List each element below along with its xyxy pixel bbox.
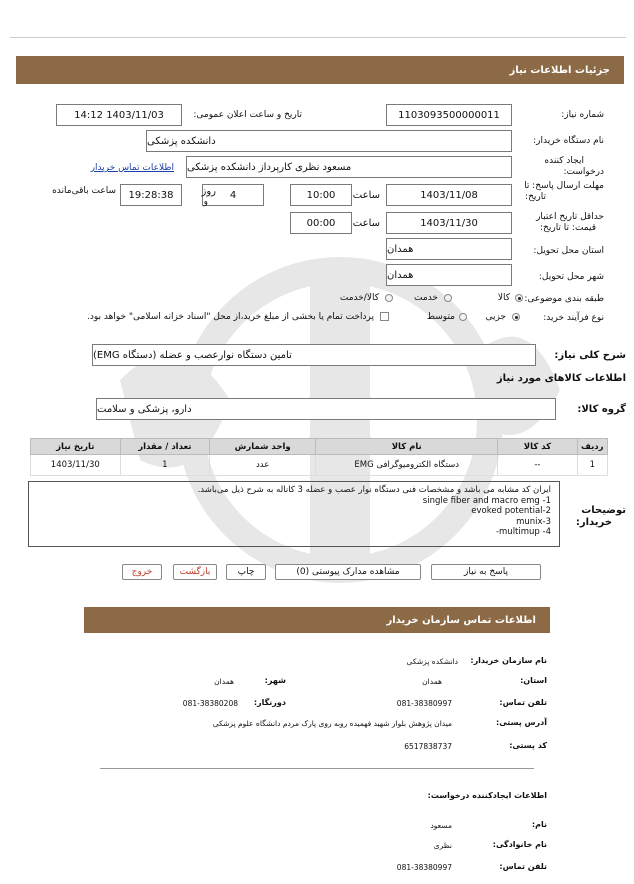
creator-name-value: مسعود <box>430 821 452 830</box>
reply-button[interactable]: پاسخ به نیاز <box>431 564 541 580</box>
announce-label: تاریخ و ساعت اعلان عمومی: <box>193 110 302 120</box>
panel-title: جزئیات اطلاعات نیاز <box>509 64 610 76</box>
validity-label-2: قیمت: تا تاریخ: <box>540 223 596 233</box>
description-line: ایران کد مشابه می باشد و مشخصات فنی دستگاه نوار عصب و عضله 3 کاناله به شرح ذیل می‌باشد. <box>197 485 551 495</box>
announce-field: 1403/11/03 14:12 <box>56 104 182 126</box>
and-label: و <box>203 197 208 207</box>
process-radio-partial[interactable] <box>512 313 520 321</box>
cell-code: -- <box>498 455 577 476</box>
creator-name-label: نام: <box>531 820 547 829</box>
creator-label-2: درخواست: <box>563 167 604 177</box>
postal-label: کد پستی: <box>509 741 547 750</box>
group-label: گروه کالا: <box>577 404 626 415</box>
description-box <box>28 481 560 547</box>
days-label: روز <box>201 186 216 197</box>
deadline-date-field: 1403/11/08 <box>386 184 512 206</box>
description-line: single fiber and macro emg -1 <box>422 495 551 506</box>
need-number-field: 1103093500000011 <box>386 104 512 126</box>
cell-row: 1 <box>577 455 607 476</box>
org-value: دانشکده پزشکی <box>406 657 458 666</box>
creator-label-1: ایجاد کننده <box>544 156 584 166</box>
remaining-time-field: 19:28:38 <box>120 184 182 206</box>
province-field: همدان <box>386 238 512 260</box>
address-value: میدان پژوهش بلوار شهید فهمیده روبه روی پارک مردم دانشگاه علوم پزشکی <box>212 719 452 728</box>
province-label: استان محل تحویل: <box>533 246 604 256</box>
creator-field: مسعود نظری کارپرداز دانشکده پزشکی <box>186 156 512 178</box>
process-radio-medium[interactable] <box>459 313 467 321</box>
org-label: نام سازمان خریدار: <box>470 656 547 665</box>
col-name: نام کالا <box>316 439 498 455</box>
goods-heading: اطلاعات کالاهای مورد نیاز <box>496 373 626 384</box>
creator-heading: اطلاعات ایجادکننده درخواست: <box>427 791 547 800</box>
col-date: تاریخ نیاز <box>31 439 121 455</box>
category-radio-goods[interactable] <box>515 294 523 302</box>
description-label-2: خریدار: <box>575 517 612 528</box>
treasury-checkbox[interactable] <box>380 312 389 321</box>
postal-value: 6517838737 <box>404 742 452 751</box>
process-label: نوع فرآیند خرید: <box>543 313 604 323</box>
top-rule <box>10 37 626 38</box>
watermark-logo <box>60 230 620 610</box>
validity-time-field: 00:00 <box>290 212 352 234</box>
items-table <box>30 438 608 476</box>
city-label: شهر محل تحویل: <box>538 272 604 282</box>
col-code: کد کالا <box>498 439 577 455</box>
creator-family-label: نام خانوادگی: <box>492 840 547 849</box>
category-option-goods: کالا <box>497 293 510 303</box>
description-label-1: توضیحات <box>581 505 626 516</box>
category-label: طبقه بندی موضوعی: <box>524 294 604 304</box>
city-field: همدان <box>386 264 512 286</box>
buyer-field: دانشکده پزشکی <box>146 130 512 152</box>
summary-label: شرح کلی نیاز: <box>554 350 626 361</box>
summary-field: تامین دستگاه نوارعصب و عضله (دستگاه EMG) <box>92 344 536 366</box>
deadline-time-label: ساعت <box>352 190 380 201</box>
fax-label: دورنگار: <box>253 698 286 707</box>
category-radio-both[interactable] <box>385 294 393 302</box>
creator-phone-label: تلفن تماس: <box>499 862 547 871</box>
print-button[interactable]: چاپ <box>226 564 266 580</box>
col-row: ردیف <box>577 439 607 455</box>
need-number-label: شماره نیاز: <box>561 110 604 120</box>
days-field: 4 <box>202 184 264 206</box>
remaining-label: ساعت باقی‌مانده <box>52 186 116 196</box>
cell-unit: عدد <box>210 455 316 476</box>
exit-button[interactable]: خروج <box>122 564 162 580</box>
back-button[interactable]: بازگشت <box>173 564 217 580</box>
buyer-contact-link[interactable]: اطلاعات تماس خریدار <box>90 163 174 173</box>
cell-date: 1403/11/30 <box>31 455 121 476</box>
buyer-label: نام دستگاه خریدار: <box>533 136 604 146</box>
panel-header <box>16 56 624 84</box>
contact-province-value: همدان <box>422 677 442 686</box>
group-field: دارو، پزشکی و سلامت <box>96 398 556 420</box>
contact-city-value: همدان <box>214 677 234 686</box>
description-line: munix-3 <box>516 516 551 527</box>
contact-title: اطلاعات تماس سازمان خریدار <box>386 614 536 626</box>
table-header-row <box>31 439 608 455</box>
col-unit: واحد شمارش <box>210 439 316 455</box>
view-docs-button[interactable]: مشاهده مدارک پیوستی (0) <box>275 564 421 580</box>
deadline-label-1: مهلت ارسال پاسخ: تا <box>524 181 604 191</box>
validity-date-field: 1403/11/30 <box>386 212 512 234</box>
description-line: evoked potential-2 <box>471 506 551 516</box>
cell-qty: 1 <box>120 455 210 476</box>
category-radio-service[interactable] <box>444 294 452 302</box>
deadline-label-2: تاریخ: <box>525 192 546 202</box>
process-option-medium: متوسط <box>426 312 455 322</box>
fax-value: 081-38380208 <box>182 699 238 708</box>
contact-phone-value: 081-38380997 <box>396 699 452 708</box>
validity-time-label: ساعت <box>352 218 380 229</box>
cell-name: دستگاه الکترومیوگرافی EMG <box>316 455 498 476</box>
col-qty: تعداد / مقدار <box>120 439 210 455</box>
contact-province-label: استان: <box>520 676 547 685</box>
table-row <box>31 455 608 476</box>
creator-phone-value: 081-38380997 <box>396 863 452 872</box>
category-option-service: خدمت <box>414 293 438 303</box>
contact-phone-label: تلفن تماس: <box>499 698 547 707</box>
contact-header <box>84 607 550 633</box>
description-line: multimup -4- <box>495 527 551 537</box>
contact-divider <box>100 768 534 769</box>
creator-family-value: نظری <box>433 841 452 850</box>
contact-city-label: شهر: <box>264 676 286 685</box>
validity-label-1: حداقل تاریخ اعتبار <box>536 212 604 222</box>
payment-note: پرداخت تمام یا بخشی از مبلغ خرید،از محل "اسناد خزانه اسلامی" خواهد بود. <box>86 312 374 322</box>
deadline-time-field: 10:00 <box>290 184 352 206</box>
address-label: آدرس پستی: <box>496 718 547 727</box>
category-option-both: کالا/خدمت <box>339 293 379 303</box>
process-option-partial: جزیی <box>485 312 506 322</box>
